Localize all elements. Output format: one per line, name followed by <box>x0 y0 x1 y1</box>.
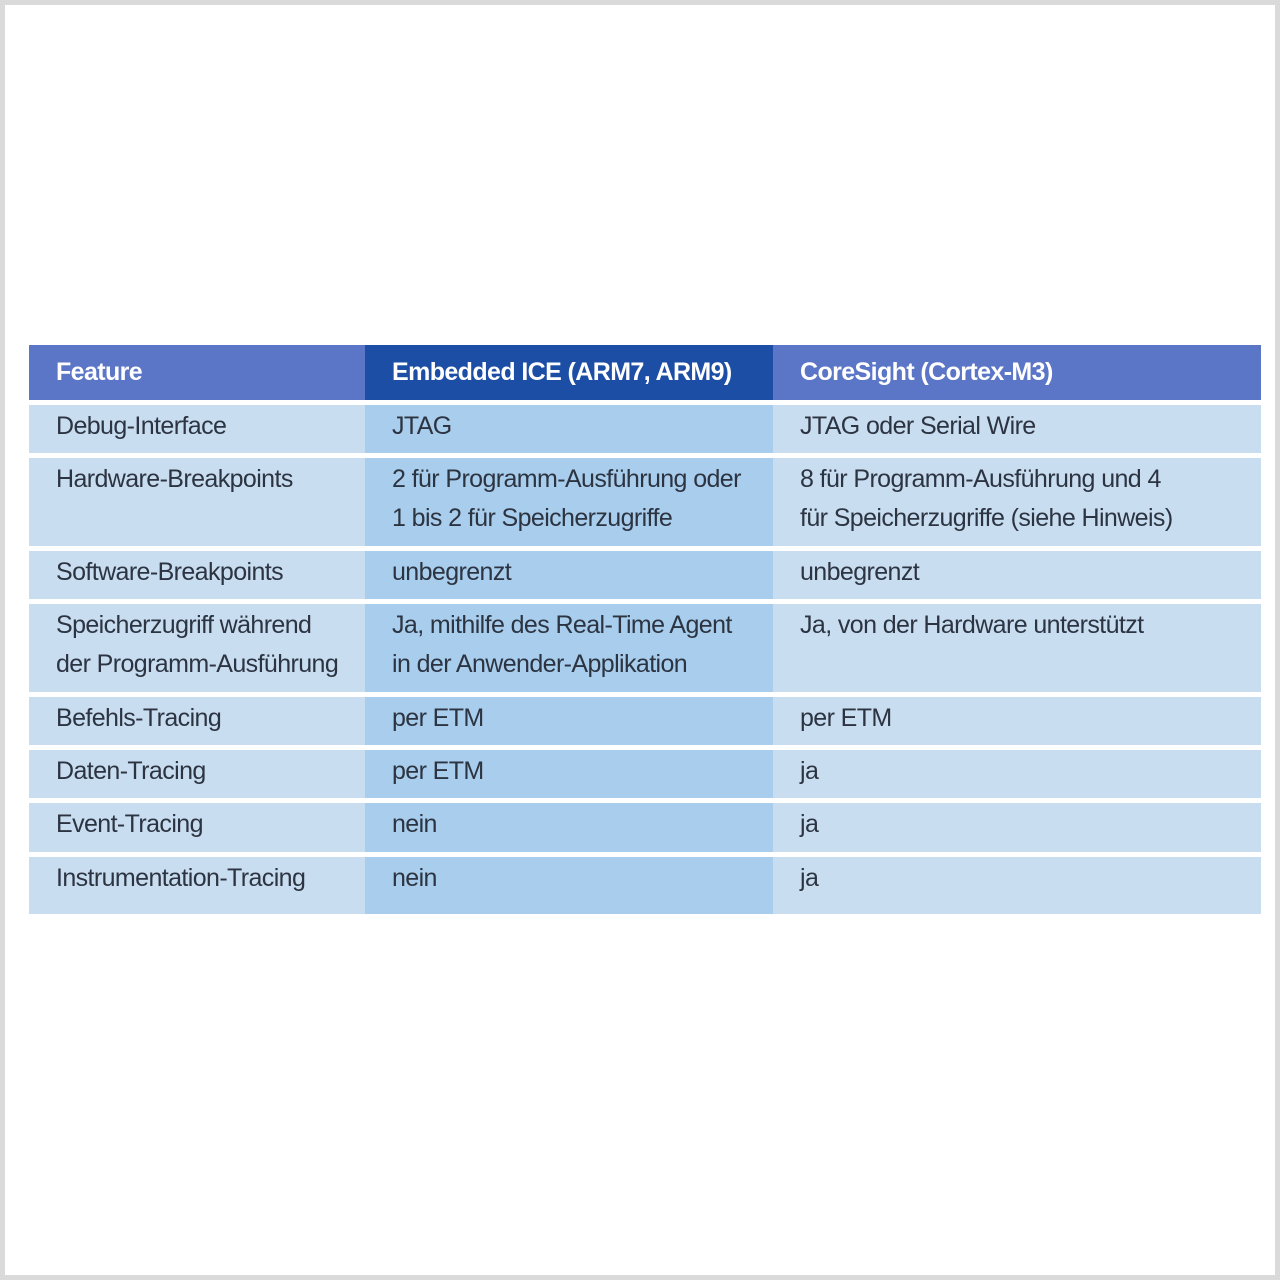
table-row <box>29 857 1261 914</box>
embedded-ice-cell: Ja, mithilfe des Real-Time Agent in der Anwender-Applikation <box>365 604 773 692</box>
embedded-ice-cell: unbegrenzt <box>365 551 773 599</box>
table-header-row <box>29 345 1261 405</box>
feature-cell: Debug-Interface <box>29 405 365 453</box>
table-row <box>29 750 1261 803</box>
header-feature: Feature <box>29 345 365 400</box>
embedded-ice-cell: per ETM <box>365 750 773 798</box>
table-row <box>29 551 1261 604</box>
coresight-cell: ja <box>773 803 1261 852</box>
coresight-cell: ja <box>773 857 1261 914</box>
coresight-cell: per ETM <box>773 697 1261 745</box>
feature-cell: Software-Breakpoints <box>29 551 365 599</box>
coresight-cell: ja <box>773 750 1261 798</box>
table-row <box>29 604 1261 697</box>
embedded-ice-cell: JTAG <box>365 405 773 453</box>
table-row <box>29 803 1261 857</box>
header-coresight: CoreSight (Cortex-M3) <box>773 345 1261 400</box>
table-row <box>29 458 1261 551</box>
feature-cell: Daten-Tracing <box>29 750 365 798</box>
embedded-ice-cell: 2 für Programm-Ausführung oder 1 bis 2 für Speicherzugriffe <box>365 458 773 546</box>
feature-comparison-table <box>29 345 1261 914</box>
embedded-ice-cell: nein <box>365 803 773 852</box>
coresight-cell: JTAG oder Serial Wire <box>773 405 1261 453</box>
coresight-cell: unbegrenzt <box>773 551 1261 599</box>
feature-cell: Instrumentation-Tracing <box>29 857 365 914</box>
coresight-cell: Ja, von der Hardware unterstützt <box>773 604 1261 692</box>
table-row <box>29 697 1261 750</box>
header-embedded-ice: Embedded ICE (ARM7, ARM9) <box>365 345 773 400</box>
feature-cell: Befehls-Tracing <box>29 697 365 745</box>
table-row <box>29 405 1261 458</box>
coresight-cell: 8 für Programm-Ausführung und 4 für Speicherzugriffe (siehe Hinweis) <box>773 458 1261 546</box>
feature-cell: Hardware-Breakpoints <box>29 458 365 546</box>
embedded-ice-cell: nein <box>365 857 773 914</box>
feature-cell: Event-Tracing <box>29 803 365 852</box>
feature-cell: Speicherzugriff während der Programm-Ausführung <box>29 604 365 692</box>
embedded-ice-cell: per ETM <box>365 697 773 745</box>
